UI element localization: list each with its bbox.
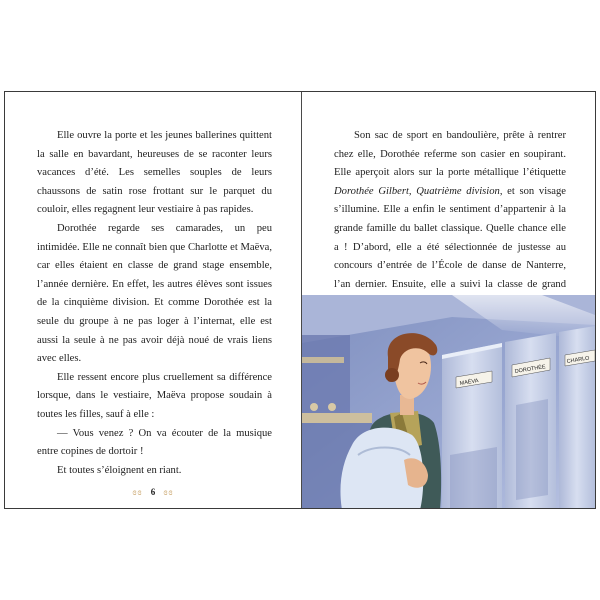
locker-label-text: CHARLO: [566, 355, 590, 365]
bench-rail: [302, 357, 344, 363]
paragraph: — Vous venez ? On va écouter de la musique entre copines de dortoir !: [37, 427, 272, 458]
locker-reflection: [516, 399, 548, 500]
folio-ornament-left: ɞɞ: [132, 487, 143, 497]
locker-shadow: [450, 447, 497, 508]
locker-label-text: DOROTHÉE: [514, 364, 547, 375]
locker-room-illustration: [302, 295, 595, 508]
book-spread: [4, 91, 596, 509]
hair-bun: [385, 368, 399, 382]
doorway: [302, 335, 350, 415]
paragraph: Elle ressent encore plus cruellement sa différence lorsque, dans le vestiaire, Maëva propose soudain à toutes les filles, sauf à elle :: [37, 371, 272, 420]
text-run: Son sac de sport en bandoulière, prête à rentrer chez elle, Dorothée referme son casier en soupirant. Elle aperçoit alors sur la porte métallique l’étiquette: [334, 130, 566, 179]
paragraph: Dorothée regarde ses camarades, un peu intimidée. Elle ne connaît bien que Charlotte et Maëva, car elles étaient en classe de grand stage ensemble, l’année dernière. En effet, les autres élèves sont issues de la cinquième division. Et comme Dorothée est la seule du groupe à ne pas loger à l’internat, elle est aussi la seule à ne pas avoir déjà noué de vrais liens avec elles.: [37, 222, 272, 365]
page-number: [5, 487, 301, 497]
right-page-text: [334, 127, 566, 313]
paragraph: Elle ouvre la porte et les jeunes ballerines quittent la salle en bavardant, heureuses de se raconter leurs vacances d’été. Les semelles souples de leurs chaussons de satin rose frottant sur le parquet du couloir, elles regagnent leur vestiaire à pas rapides.: [37, 130, 272, 216]
page-number-value: 6: [150, 487, 156, 497]
right-page: [302, 92, 595, 508]
text-run: , et son visage s’illumine. Elle a enfin le sentiment d’appartenir à la grande famille du ballet classique. Quelle chance elle a ! D’abord, elle a été sélectionnée de justesse au concours d’entrée de l’École de danse de Nanterre, l’an dernier. Ensuite, elle a suivi la classe de grand: [334, 185, 566, 290]
lockers: [442, 326, 595, 508]
folio-ornament-right: ɞɞ: [163, 487, 174, 497]
locker-label-text: MAËVA: [459, 378, 479, 387]
left-page-text: [37, 127, 272, 480]
left-page: [5, 92, 301, 508]
italic-locker-label-text: Dorothée Gilbert, Quatrième division: [334, 185, 500, 197]
paragraph: Et toutes s’éloignent en riant.: [57, 464, 182, 476]
bench: [302, 413, 372, 423]
paragraph: [334, 127, 566, 313]
